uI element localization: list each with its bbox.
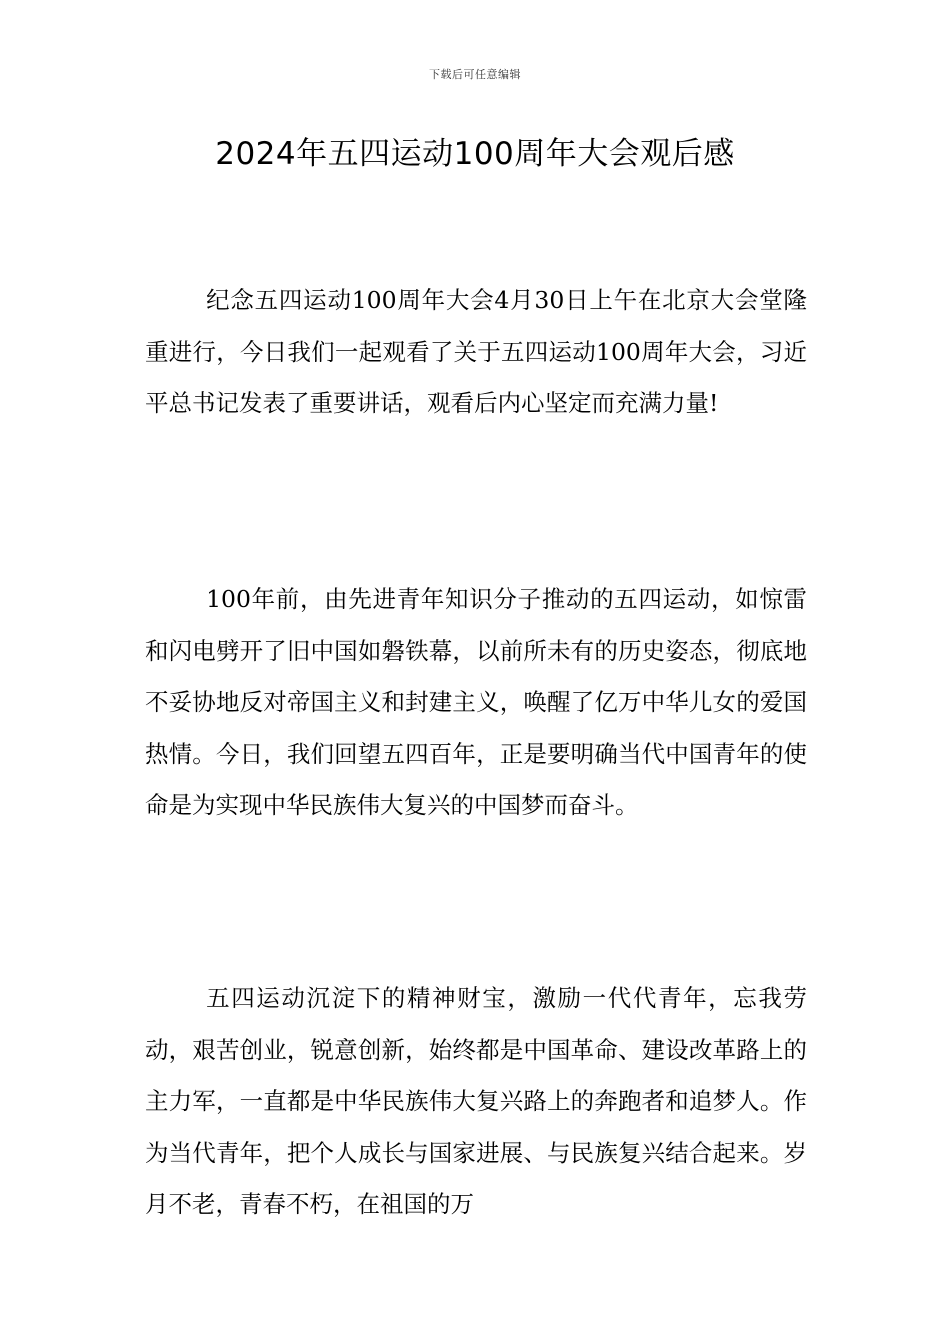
body-paragraph-1: 纪念五四运动100周年大会4月30日上午在北京大会堂隆重进行，今日我们一起观看了关于五四运动100周年大会，习近平总书记发表了重要讲话，观看后内心坚定而充满力量! (145, 286, 807, 417)
page-header-note: 下载后可任意编辑 (429, 68, 521, 81)
body-paragraph-3: 五四运动沉淀下的精神财宝，激励一代代青年，忘我劳动，艰苦创业，锐意创新，始终都是中国革命、建设改革路上的主力军，一直都是中华民族伟大复兴路上的奔跑者和追梦人。作为当代青年，把个人成长与国家进展、与民族复兴结合起来。岁月不老，青春不朽，在祖国的万 (145, 984, 807, 1218)
body-paragraph-2: 100年前，由先进青年知识分子推动的五四运动，如惊雷和闪电劈开了旧中国如磐铁幕，以前所未有的历史姿态，彻底地不妥协地反对帝国主义和封建主义，唤醒了亿万中华儿女的爱国热情。今日，我们回望五四百年，正是要明确当代中国青年的使命是为实现中华民族伟大复兴的中国梦而奋斗。 (145, 585, 807, 819)
document-title: 2024年五四运动100周年大会观后感 (215, 136, 735, 172)
